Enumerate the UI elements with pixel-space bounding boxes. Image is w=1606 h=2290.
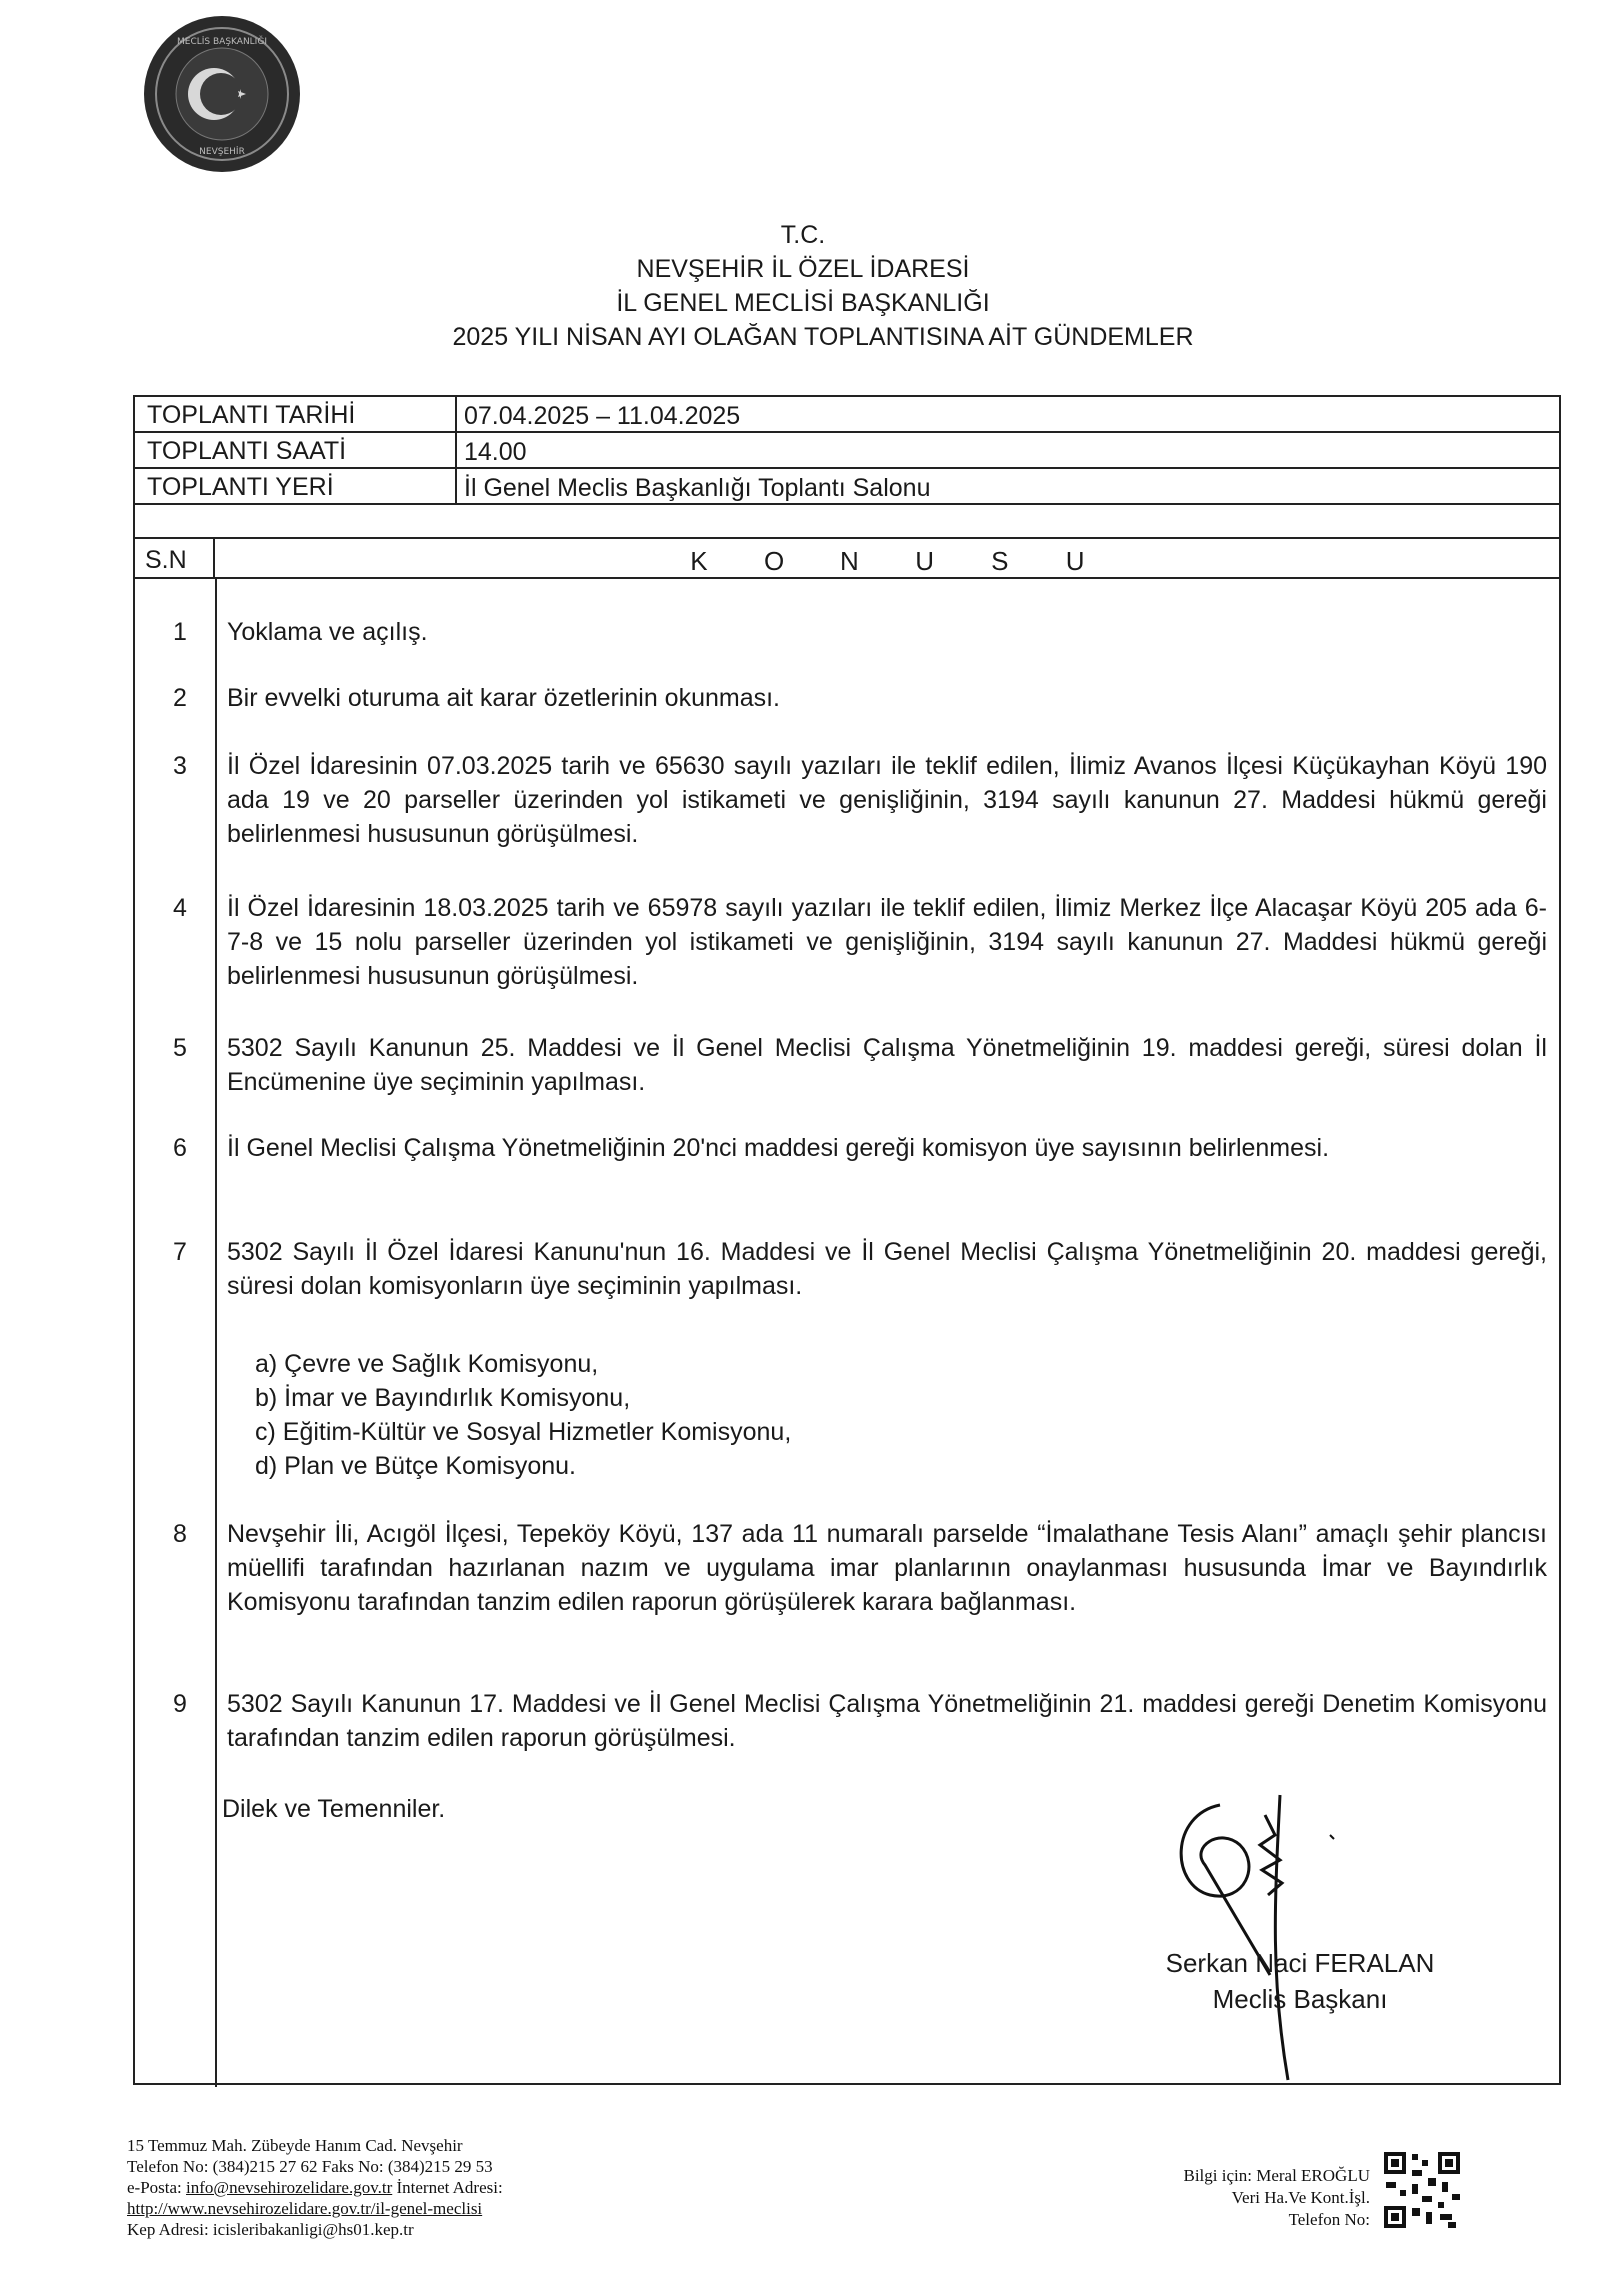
header-tc: T.C. [780,221,826,249]
footer-email-line [127,2177,503,2198]
item-text: Bir evvelki oturuma ait karar özetlerinin okunması. [227,684,781,712]
item-text: İl Özel İdaresinin 07.03.2025 tarih ve 65630 sayılı yazıları ile teklif edilen, İlimiz Avanos İlçesi Küçükayhan Köyü 190 ada 19 ve 20 parseller üzerinden yol istikameti ve genişliğinin, 3194 sayılı kanunun 27. Maddesi hükmü gereği belirlenmesi hususunun görüşülmesi. [227,752,1547,848]
commission-list [255,1347,791,1483]
item-text: İl Genel Meclisi Çalışma Yönetmeliğinin 20'nci maddesi gereği komisyon üye sayısının belirlenmesi. [227,1134,1330,1162]
konusu-letter: N [839,546,859,576]
list-item: c) Eğitim-Kültür ve Sosyal Hizmetler Komisyonu, [255,1418,792,1446]
column-divider [215,579,217,2087]
footer-email-link[interactable]: info@nevsehirozelidare.gov.tr [186,2178,393,2197]
konusu-letter: S [991,546,1009,576]
konusu-letter: O [764,546,785,576]
meta-value: İl Genel Meclis Başkanlığı Toplantı Salonu [464,474,931,502]
meta-label: TOPLANTI YERİ [135,469,457,503]
item-text: İl Özel İdaresinin 18.03.2025 tarih ve 65978 sayılı yazıları ile teklif edilen, İlimiz Merkez İlçe Alacaşar Köyü 205 ada 6-7-8 ve 15 nolu parseller üzerinden yol istikameti ve genişliğinin, 3194 sayılı kanunun 27. Maddesi hükmü gereği belirlenmesi hususunun görüşülmesi. [227,894,1547,990]
signatory-title: Meclis Başkanı [1212,1984,1388,2014]
column-header-konusu [215,539,1559,577]
meta-value: 14.00 [464,438,527,466]
document-header [0,218,1606,354]
meta-label: TOPLANTI SAATİ [135,433,457,467]
meta-label: TOPLANTI TARİHİ [135,397,457,431]
header-institution: NEVŞEHİR İL ÖZEL İDARESİ [636,255,970,283]
footer-phone: Telefon No: (384)215 27 62 Faks No: (384)215 29 53 [127,2157,493,2176]
list-item: a) Çevre ve Sağlık Komisyonu, [255,1350,599,1378]
header-council: İL GENEL MECLİSİ BAŞKANLIĞI [616,289,990,317]
item-text: 5302 Sayılı İl Özel İdaresi Kanunu'nun 16. Maddesi ve İl Genel Meclisi Çalışma Yönetmeliğinin 20. maddesi gereği, süresi dolan komisyonların üye seçiminin yapılması. [227,1238,1547,1300]
info-person: Bilgi için: Meral EROĞLU [1183,2166,1370,2185]
konusu-letter: U [915,546,934,576]
item-number: 7 [173,1238,187,1266]
konusu-letter: U [1065,546,1085,576]
signatory [1135,1945,1465,2017]
meta-row-place [135,469,1559,505]
item-text: Yoklama ve açılış. [227,618,428,646]
footer-web-label: İnternet Adresi: [392,2178,503,2197]
meta-row-time [135,433,1559,469]
signatory-name: Serkan Naci FERALAN [1165,1948,1435,1978]
qr-code-icon[interactable] [1382,2150,1462,2230]
table-header-row [135,537,1559,579]
info-unit: Veri Ha.Ve Kont.İşl. [1231,2188,1370,2207]
list-item: d) Plan ve Bütçe Komisyonu. [255,1452,576,1480]
handwritten-signature [1150,1775,1380,2085]
info-contact [1120,2165,1370,2231]
item-number: 6 [173,1134,187,1162]
footer-web-link[interactable]: http://www.nevsehirozelidare.gov.tr/il-genel-meclisi [127,2199,483,2218]
footer-kep: Kep Adresi: icisleribakanligi@hs01.kep.tr [127,2220,414,2239]
column-header-sn: S.N [135,539,215,577]
item-text: 5302 Sayılı Kanunun 25. Maddesi ve İl Genel Meclisi Çalışma Yönetmeliğinin 19. maddesi gereği, süresi dolan İl Encümenine üye seçiminin yapılması. [227,1034,1547,1096]
list-item: b) İmar ve Bayındırlık Komisyonu, [255,1384,631,1412]
closing-text: Dilek ve Temenniler. [222,1795,446,1823]
konusu-letter: K [690,546,708,576]
item-number: 4 [173,894,187,922]
footer-address: 15 Temmuz Mah. Zübeyde Hanım Cad. Nevşehir [127,2136,463,2155]
item-text: Nevşehir İli, Acıgöl İlçesi, Tepeköy Köyü, 137 ada 11 numaralı parselde “İmalathane Tesis Alanı” amaçlı şehir plancısı müellifi tarafından hazırlanan nazım ve uygulama imar planlarının onaylanması hususunda İmar ve Bayındırlık Komisyonu tarafından tanzim edilen raporun görüşülerek karara bağlanması. [227,1520,1547,1616]
svg-text:NEVŞEHİR: NEVŞEHİR [199,147,245,157]
footer-contact [127,2135,503,2240]
item-text: 5302 Sayılı Kanunun 17. Maddesi ve İl Genel Meclisi Çalışma Yönetmeliğinin 21. maddesi gereği Denetim Komisyonu tarafından tanzim edilen raporun görüşülmesi. [227,1690,1547,1752]
item-number: 2 [173,684,187,712]
footer-email-label: e-Posta: [127,2178,187,2197]
header-agenda-title: 2025 YILI NİSAN AYI OLAĞAN TOPLANTISINA AİT GÜNDEMLER [452,323,1194,351]
item-number: 9 [173,1690,187,1718]
council-seal [142,14,302,174]
item-number: 8 [173,1520,187,1548]
svg-text:MECLİS BAŞKANLIĞI: MECLİS BAŞKANLIĞI [177,37,267,47]
info-phone: Telefon No: [1288,2210,1370,2229]
meta-row-date [135,397,1559,433]
item-number: 5 [173,1034,187,1062]
item-number: 1 [173,618,187,646]
meta-value: 07.04.2025 – 11.04.2025 [464,402,741,430]
item-number: 3 [173,752,187,780]
